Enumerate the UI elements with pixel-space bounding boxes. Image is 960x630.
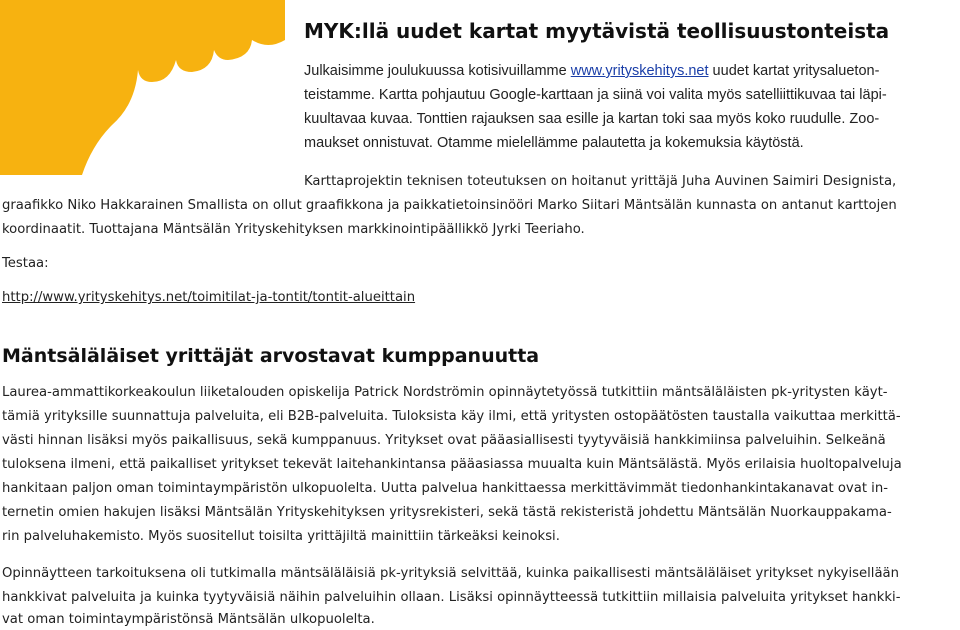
para1-line-5: hankitaan paljon oman toimintaympäristön ulkopuolelta. Uutta palvelua hankittaessa merkittävimmät tiedonhankintakanavat ovat in- bbox=[2, 481, 888, 496]
para2-line-2: hankkivat palveluita ja kuinka tyytyväisiä näihin palveluihin ollaan. Lisäksi opinnäytteessä tutkittiin millaisia palveluita yritykset hankki- bbox=[2, 590, 901, 605]
credits-line-2: graafikko Niko Hakkarainen Smallista on ollut graafikkona ja paikkatietoinsinööri Marko Siitari Mäntsälän kunnasta on antanut karttojen bbox=[2, 198, 897, 213]
para1-line-6: ternetin omien hakujen lisäksi Mäntsälän Yrityskehityksen yritysrekisteri, sekä tästä rekisteristä johdettu Mäntsälän Nuorkauppakama- bbox=[2, 505, 892, 520]
intro-line-2: teistamme. Kartta pohjautuu Google-karttaan ja siinä voi valita myös satelliittikuvaa tai läpi- bbox=[304, 87, 887, 103]
site-link[interactable]: www.yrityskehitys.net bbox=[570, 63, 709, 79]
para1-line-7: rin palveluhakemisto. Myös suositellut toisilta yrittäjiltä mainittiin tärkeäksi keinoksi. bbox=[2, 529, 560, 544]
intro-line-4: maukset onnistuvat. Otamme mielellämme palautetta ja kokemuksia käytöstä. bbox=[304, 135, 804, 151]
intro-line-1: Julkaisimme joulukuussa kotisivuillamme www.yrityskehitys.net uudet kartat yritysalueton- bbox=[304, 63, 880, 79]
intro-line-3: kuultavaa kuvaa. Tonttien rajauksen saa esille ja kartan toki saa myös koko ruudulle. Zoo- bbox=[304, 111, 880, 127]
credits-line-3: koordinaatit. Tuottajana Mäntsälän Yrityskehityksen markkinointipäällikkö Jyrki Teeriaho. bbox=[2, 222, 585, 237]
credits-line-1: Karttaprojektin teknisen toteutuksen on hoitanut yrittäjä Juha Auvinen Saimiri Designista, bbox=[304, 174, 897, 189]
para2-line-1: Opinnäytteen tarkoituksena oli tutkimalla mäntsäläläisiä pk-yrityksiä selvittää, kuinka paikallisesti mäntsäläläiset yritykset nykyisellään bbox=[2, 566, 899, 581]
para2-line-3: vat oman toimintaympäristönsä Mäntsälän ulkopuolelta. bbox=[2, 612, 375, 627]
para1-line-1: Laurea-ammattikorkeakoulun liiketalouden opiskelija Patrick Nordströmin opinnäytetyössä tutkittiin mäntsäläläisten pk-yritysten käyt- bbox=[2, 385, 888, 400]
para1-line-3: västi hinnan lisäksi myös paikallisuus, sekä kumppanuus. Yritykset ovat pääasiallisesti tyytyväisiä hankkimiinsa palveluihin. Selkeänä bbox=[2, 433, 886, 448]
article-title: MYK:llä uudet kartat myytävistä teollisuustonteista bbox=[304, 19, 890, 43]
article2-title: Mäntsäläläiset yrittäjät arvostavat kumppanuutta bbox=[2, 345, 540, 367]
try-label: Testaa: bbox=[2, 256, 49, 271]
para1-line-2: tämiä yrityksille suunnattuja palveluita, eli B2B-palveluita. Tuloksista käy ilmi, että yritysten ostopäätösten taustalla vaikuttaa merkittä- bbox=[2, 409, 901, 424]
moose-antler-logo-icon bbox=[0, 0, 285, 175]
map-link[interactable]: http://www.yrityskehitys.net/toimitilat-ja-tontit/tontit-alueittain bbox=[2, 290, 416, 305]
para1-line-4: tuloksena ilmeni, että paikalliset yritykset tekevät laitehankintansa pääasiassa muualta kuin Mäntsälästä. Myös erilaisia huoltopalveluja bbox=[2, 457, 902, 472]
